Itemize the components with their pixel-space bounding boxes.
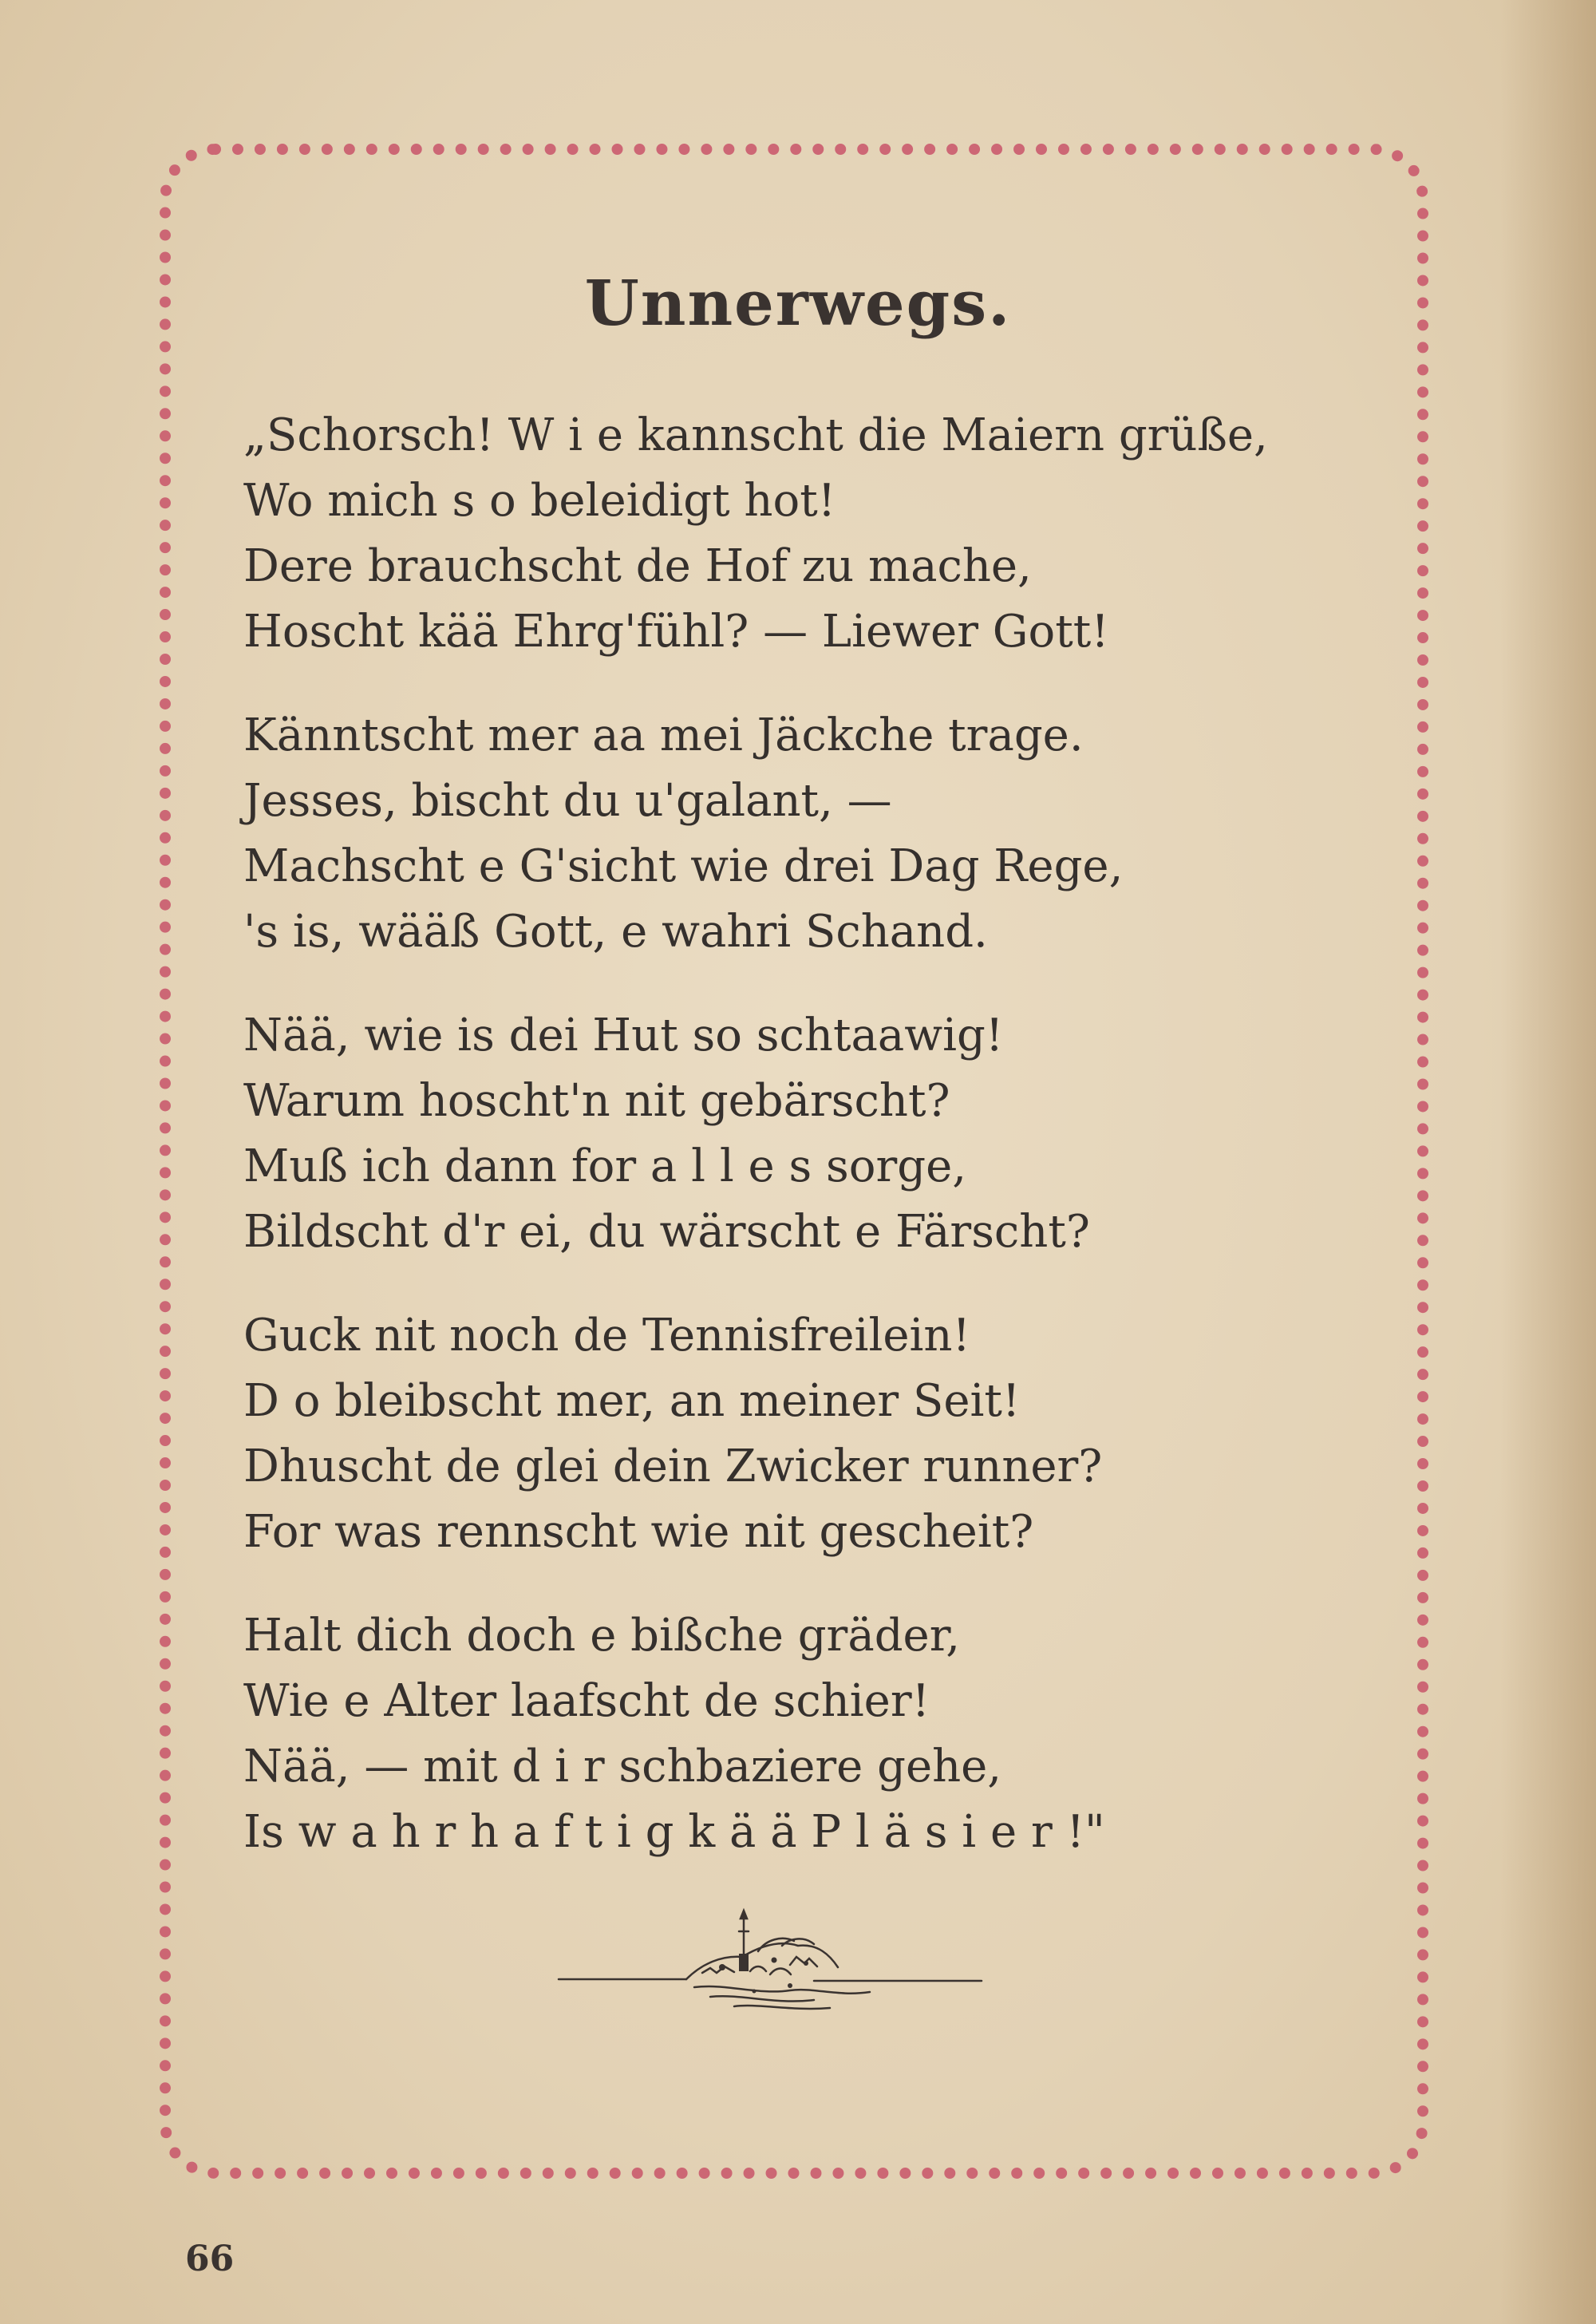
poem-line: 's is, wääß Gott, e wahri Schand. xyxy=(243,906,988,958)
poem-line: Muß ich dann for a l l e s sorge, xyxy=(243,1140,967,1192)
stanza-2 xyxy=(243,703,1400,965)
poem-line: Nää, wie is dei Hut so schtaawig! xyxy=(243,1010,1004,1061)
poem-line: Känntscht mer aa mei Jäckche trage. xyxy=(243,709,1084,761)
stanza-3 xyxy=(243,1003,1400,1265)
poem-line: Guck nit noch de Tennisfreilein! xyxy=(243,1310,970,1362)
poem-line: Bildscht d'r ei, du wärscht e Färscht? xyxy=(243,1206,1090,1258)
poem-line: Hoscht kää Ehrg'fühl? — Liewer Gott! xyxy=(243,606,1109,658)
stanza-1 xyxy=(243,403,1400,665)
poem-line: Machscht e G'sicht wie drei Dag Rege, xyxy=(243,840,1124,892)
poem-line: Wie e Alter laafscht de schier! xyxy=(243,1675,930,1727)
poem-body xyxy=(243,403,1400,1903)
poem-line: Is w a h r h a f t i g k ä ä P l ä s i e r !" xyxy=(243,1806,1105,1858)
poem-line: D o bleibscht mer, an meiner Seit! xyxy=(243,1375,1021,1427)
poem-line: For was rennscht wie nit gescheit? xyxy=(243,1506,1034,1558)
poem-line: Nää, — mit d i r schbaziere gehe, xyxy=(243,1741,1002,1792)
poem-line: Wo mich s o beleidigt hot! xyxy=(243,475,836,527)
poem-line: „Schorsch! W i e kannscht die Maiern grüße, xyxy=(243,409,1268,461)
poem-line: Halt dich doch e bißche gräder, xyxy=(243,1610,961,1662)
landscape-vignette-icon xyxy=(551,1907,998,2027)
poem-title: Unnerwegs. xyxy=(584,267,1012,340)
poem-line: Dhuscht de glei dein Zwicker runner? xyxy=(243,1441,1103,1492)
poem-line: Jesses, bischt du u'galant, — xyxy=(243,775,892,827)
stanza-4 xyxy=(243,1303,1400,1565)
poem-line: Dere brauchscht de Hof zu mache, xyxy=(243,540,1032,592)
page-edge-shadow xyxy=(1500,0,1596,2324)
stanza-5 xyxy=(243,1603,1400,1865)
page-number: 66 xyxy=(185,2239,235,2279)
poem-line: Warum hoscht'n nit gebärscht? xyxy=(243,1075,950,1127)
